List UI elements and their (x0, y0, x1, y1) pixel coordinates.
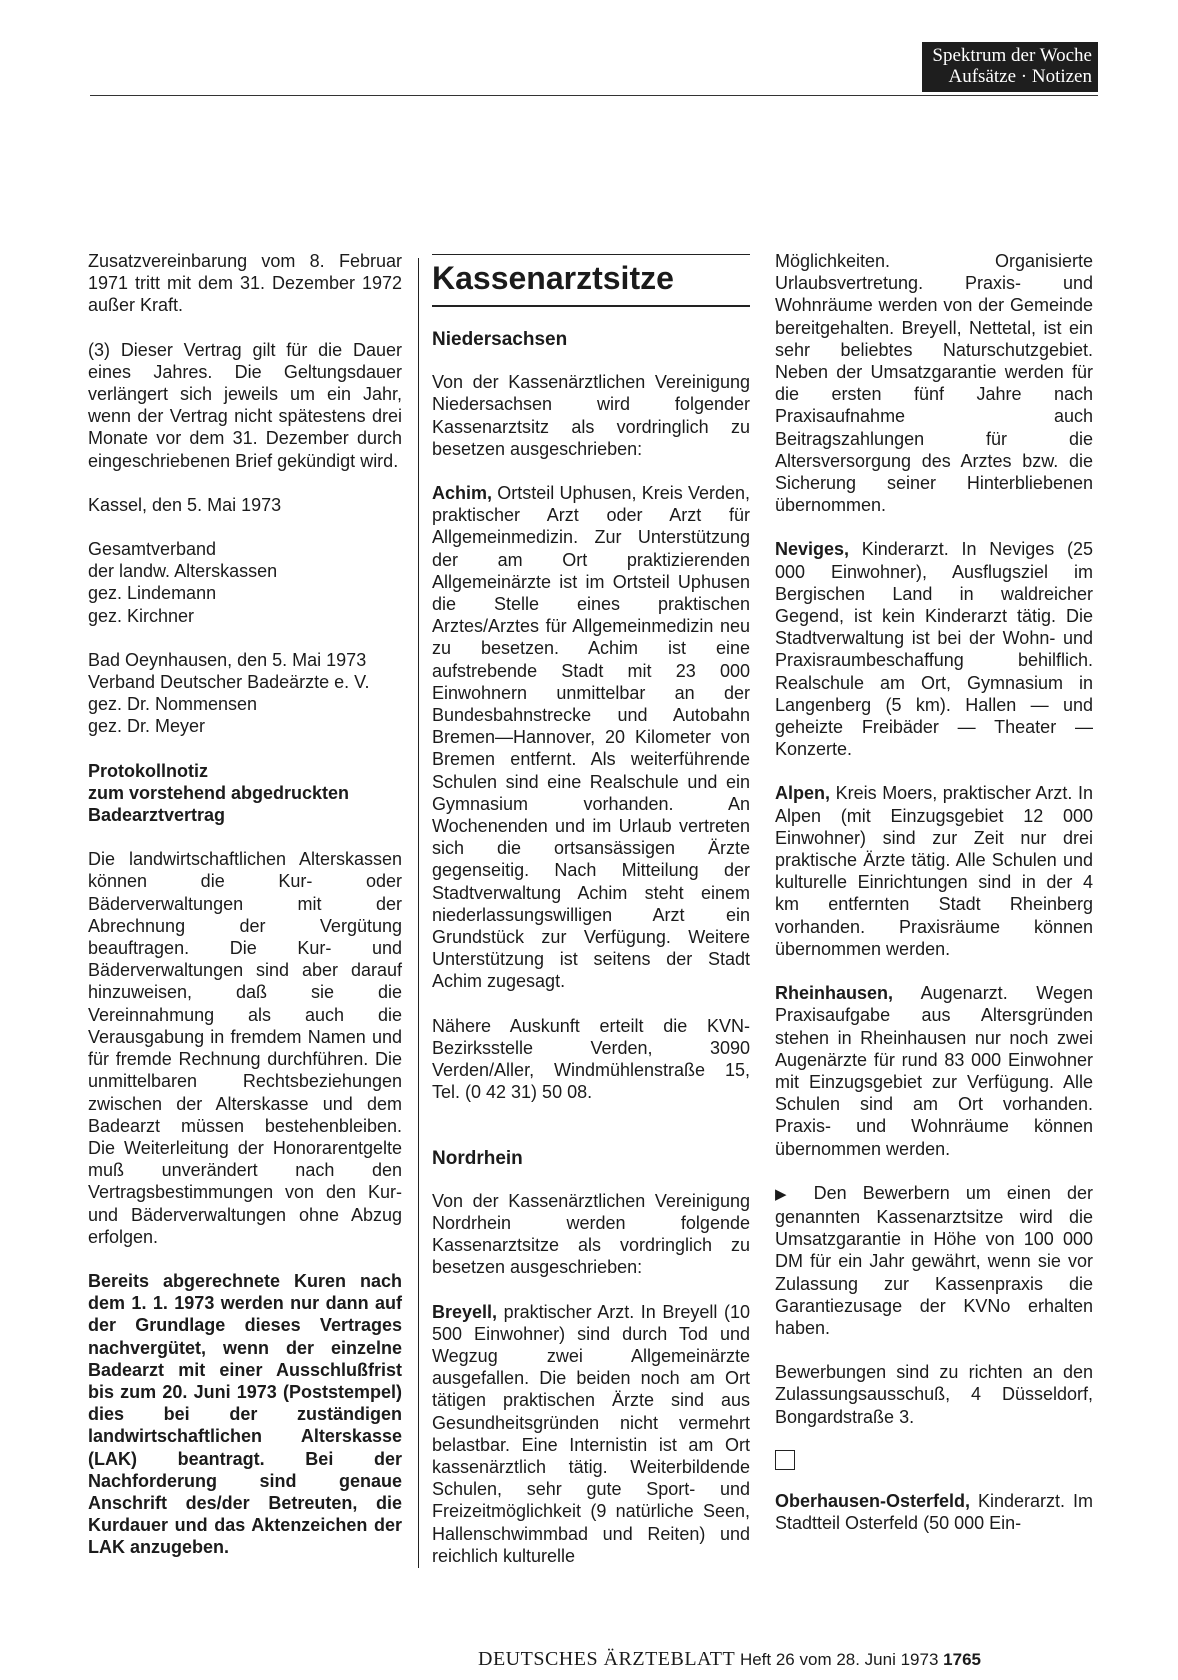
signature-block-2 (88, 649, 402, 738)
bold-notice: Bereits abgerechnete Kuren nach dem 1. 1. 1973 werden nur dann auf der Grundlage dieses Vertrages nachvergütet, wenn der einzelne Badearzt mit einer Ausschlußfrist bis zum 20. Juni 1973 (Poststempel) dies bei der zuständigen landwirtschaftlichen Alterskasse (LAK) beantragt. Bei der Nachforderung sind genaue Anschrift des/der Betreuten, die Kurdauer und das Aktenzeichen der LAK anzugeben. (88, 1270, 402, 1558)
column-right (775, 250, 1093, 1556)
column-divider (418, 258, 419, 1568)
signature-line: der landw. Alterskassen (88, 561, 278, 582)
signature-line: Gesamtverband (88, 539, 217, 560)
place-name: Rheinhausen, (775, 983, 894, 1004)
listing-text: Ortsteil Uphusen, Kreis Verden, praktischer Arzt oder Arzt für Allgemeinmedizin. Zur Unterstützung der am Ort praktizierenden Allgemeinärzte ist im Ortsteil Uphusen die Stelle eines praktischen Arztes/Arztes für Allgemeinmedizin neu zu besetzen. Achim ist eine aufstrebende Stadt mit 23 000 Einwohnern unmittelbar an der Bundesbahnstrecke und Autobahn Bremen—Hannover, 20 Kilometer von Bremen entfernt. Als weiterführende Schulen sind eine Realschule und ein Gymnasium vorhanden. An Wochenenden und im Urlaub vertreten sich die ortsansässigen Ärzte gegenseitig. Nach Mitteilung der Stadtverwaltung Achim steht einem niederlassungswilligen Arzt ein Grundstück zur Verfügung. Weitere Unterstützung ist seitens der Stadt Achim zugesagt. (432, 483, 750, 992)
header-rule (90, 95, 1098, 96)
heading-line: Protokollnotiz (88, 760, 208, 781)
listing-rheinhausen (775, 982, 1093, 1160)
end-square-icon (775, 1450, 795, 1470)
listing-text: Kinderarzt. In Neviges (25 000 Einwohner), Ausflugsziel im Bergischen Land in waldreicher Gegend, ist kein Kinderarzt tätig. Die Stadtverwaltung ist bei der Wohn- und Praxisraumbeschaffung behilflich. Realschule am Ort, Gymnasium in Langenberg (5 km). Hallen — und geheizte Freibäder — Theater — Konzerte. (775, 539, 1093, 760)
listing-text: Augenarzt. Wegen Praxisaufgabe aus Altersgründen stehen in Rheinhausen nur noch zwei Augenärzte für rund 83 000 Einwohner mit Einzugsgebiet zur Verfügung. Alle Schulen sind am Ort vorhanden. Praxis- und Wohnräume können übernommen werden. (775, 983, 1093, 1159)
paragraph: Die landwirtschaftlichen Alterskassen können die Kur- oder Bäderverwaltungen mit der Abrechnung der Vergütung beauftragen. Die Kur- und Bäderverwaltungen sind aber darauf hinzuweisen, daß sie die Vereinnahmung als auch die Verausgabung in fremdem Namen und für fremde Rechnung durchführen. Die unmittelbaren Rechtsbeziehungen zwischen der Alterskasse und dem Badearzt müssen bestehenbleiben. Die Weiterleitung der Honorarentgelte muß unverändert nach den Vertragsbestimmungen von den Kur- und Bäderverwaltungen ohne Abzug erfolgen. (88, 849, 402, 1247)
signature-block-1 (88, 538, 402, 627)
place-name: Oberhausen-Osterfeld, (775, 1490, 971, 1511)
signature-line: Verband Deutscher Badeärzte e. V. (88, 672, 370, 693)
paragraph: Von der Kassenärztlichen Vereinigung Niedersachsen wird folgender Kassenarztsitz als vordringlich zu besetzen ausgeschrieben: (432, 372, 750, 459)
listing-breyell (432, 1301, 750, 1567)
date-line: Kassel, den 5. Mai 1973 (88, 494, 282, 515)
paragraph: Zusatzvereinbarung vom 8. Februar 1971 tritt mit dem 31. Dezember 1972 außer Kraft. (88, 251, 402, 316)
guarantee-note (775, 1182, 1093, 1339)
column-middle (432, 252, 750, 1589)
protokoll-heading (88, 760, 402, 827)
place-name: Alpen, (775, 783, 831, 804)
section-badge-line2: Aufsätze · Notizen (948, 66, 1092, 87)
section-badge-line1: Spektrum der Woche (932, 45, 1092, 66)
heading-line: Badearztvertrag (88, 805, 226, 826)
place-name: Neviges, (775, 539, 850, 560)
column-left (88, 250, 402, 1581)
signature-line: gez. Dr. Meyer (88, 716, 206, 737)
section-badge (922, 42, 1098, 92)
note-text: Den Bewerbern um einen der genannten Kassenarztsitze wird die Umsatzgarantie in Höhe von 100 000 DM für ein Jahr gewährt, wenn sie vor Zulassung zur Kassenpraxis die Garantiezusage der KVNo erhalten haben. (775, 1182, 1093, 1338)
heading-line: zum vorstehend abgedruckten (88, 782, 350, 803)
page-footer (478, 1648, 981, 1671)
listing-oberhausen (775, 1490, 1093, 1534)
page-number: 1765 (943, 1650, 981, 1669)
signature-line: gez. Lindemann (88, 583, 217, 604)
subheading-niedersachsen: Niedersachsen (432, 329, 568, 350)
listing-text: Kinderarzt. Im Stadtteil Osterfeld (50 000 Ein- (775, 1490, 1093, 1533)
listing-neviges (775, 538, 1093, 760)
section-title: Kassenarztsitze (432, 254, 750, 307)
paragraph: Von der Kassenärztlichen Vereinigung Nordrhein werden folgende Kassenarztsitze als vordringlich zu besetzen ausgeschrieben: (432, 1190, 750, 1278)
listing-text: praktischer Arzt. In Breyell (10 500 Einwohner) sind durch Tod und Wegzug zwei Allgemeinärzte ausgefallen. Die beiden noch am Ort tätigen praktischen Ärzte sind aus Gesundheitsgründen nicht vermehrt belastbar. Eine Internistin ist am Ort kassenärztlich tätig. Weiterbildende Schulen, sehr gute Sport- und Freizeitmöglichkeit (9 natürliche Seen, Hallenschwimmbad und Reiten) und reichlich kulturelle (432, 1301, 750, 1566)
signature-line: Bad Oeynhausen, den 5. Mai 1973 (88, 649, 367, 670)
paragraph: (3) Dieser Vertrag gilt für die Dauer eines Jahres. Die Geltungsdauer verlängert sich jeweils um ein Jahr, wenn der Vertrag nicht spätestens drei Monate vor dem 31. Dezember durch eingeschriebenen Brief gekündigt wird. (88, 339, 402, 471)
listing-text: Kreis Moers, praktischer Arzt. In Alpen (mit Einzugsgebiet 12 000 Einwohner) sind zur Zeit nur drei praktische Ärzte tätig. Alle Schulen und kulturelle Einrichtungen sind in der 4 km entfernten Stadt Rheinberg vorhanden. Praxisräume können übernommen werden. (775, 783, 1093, 959)
place-name: Breyell, (432, 1301, 498, 1322)
subheading-nordrhein: Nordrhein (432, 1147, 523, 1169)
signature-line: gez. Dr. Nommensen (88, 694, 258, 715)
listing-alpen (775, 782, 1093, 960)
signature-line: gez. Kirchner (88, 605, 195, 626)
journal-name: DEUTSCHES ÄRZTEBLATT (478, 1648, 736, 1670)
paragraph: Bewerbungen sind zu richten an den Zulassungsausschuß, 4 Düsseldorf, Bongardstraße 3. (775, 1362, 1093, 1427)
place-name: Achim, (432, 483, 493, 504)
listing-achim (432, 482, 750, 993)
issue-info: Heft 26 vom 28. Juni 1973 (739, 1650, 939, 1669)
arrow-right-icon: ▶ (775, 1185, 798, 1203)
paragraph: Nähere Auskunft erteilt die KVN-Bezirksstelle Verden, 3090 Verden/Aller, Windmühlenstraße 15, Tel. (0 42 31) 50 08. (432, 1015, 750, 1103)
paragraph: Möglichkeiten. Organisierte Urlaubsvertretung. Praxis- und Wohnräume werden von der Gemeinde bereitgehalten. Breyell, Nettetal, ist ein sehr beliebtes Naturschutzgebiet. Neben der Umsatzgarantie werden für die ersten fünf Jahre nach Praxisaufnahme auch Beitragszahlungen für die Altersversorgung des Arztes bzw. die Sicherung seiner Hinterbliebenen übernommen. (775, 251, 1093, 516)
